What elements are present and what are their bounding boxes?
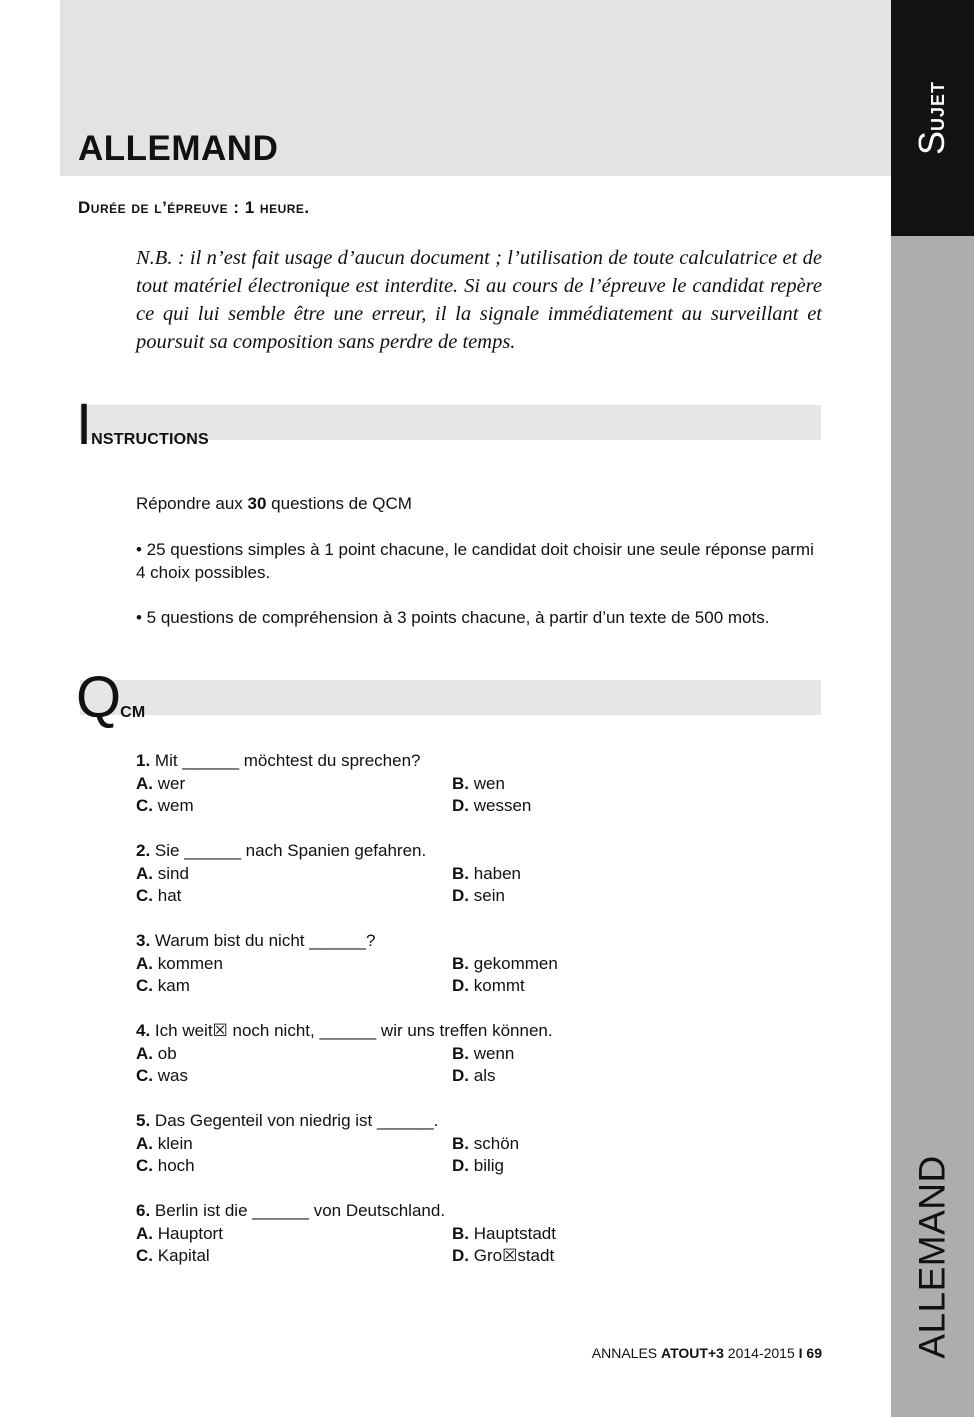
page-number: I 69 <box>798 1345 822 1361</box>
option-text: kommen <box>157 953 223 973</box>
option-c[interactable] <box>136 975 190 998</box>
answer-options <box>136 1133 776 1178</box>
question-text: Sie ______ nach Spanien gefahren. <box>154 841 427 860</box>
option-d[interactable] <box>452 795 531 818</box>
option-c[interactable] <box>136 1155 195 1178</box>
option-c[interactable] <box>136 1245 210 1268</box>
instructions-heading-initial: I <box>76 392 92 457</box>
option-label: B. <box>452 1133 469 1153</box>
question-text: Mit ______ möchtest du sprechen? <box>154 751 421 770</box>
instructions-bullet-comprehension: • 5 questions de compréhension à 3 points chacune, à partir d’un texte de 500 mots. <box>136 608 770 627</box>
instructions-bullet-simple: • 25 questions simples à 1 point chacune, le candidat doit choisir une seule réponse parmi 4 choix possibles. <box>136 540 814 582</box>
question-1 <box>136 750 776 818</box>
option-c[interactable] <box>136 885 181 908</box>
instructions-heading-rest: nstructions <box>91 423 209 449</box>
option-label: D. <box>452 976 469 995</box>
option-label: D. <box>452 1246 469 1265</box>
footer-years: 2014-2015 <box>723 1345 799 1361</box>
option-a[interactable] <box>136 1133 193 1156</box>
option-text: kam <box>157 976 190 995</box>
side-label-subject: ALLEMAND <box>911 1155 953 1359</box>
instructions-heading <box>76 392 209 457</box>
side-label-sujet <box>911 80 952 156</box>
page-footer <box>592 1345 822 1361</box>
question-number: 6. <box>136 1201 151 1220</box>
option-c[interactable] <box>136 1065 188 1088</box>
question-stem <box>136 1200 776 1223</box>
option-text: wessen <box>473 796 532 815</box>
question-stem <box>136 750 776 773</box>
option-text: sein <box>473 886 505 905</box>
question-text: Warum bist du nicht ______? <box>154 931 376 950</box>
option-text: was <box>157 1066 188 1085</box>
question-stem <box>136 1110 776 1133</box>
option-d[interactable] <box>452 1245 554 1268</box>
option-label: C. <box>136 1066 153 1085</box>
option-b[interactable] <box>452 953 558 976</box>
sujet-initial: S <box>911 131 952 156</box>
option-label: A. <box>136 863 153 883</box>
option-label: D. <box>452 796 469 815</box>
option-text: Kapital <box>157 1246 210 1265</box>
option-label: B. <box>452 863 469 883</box>
question-count: 30 <box>247 494 267 513</box>
option-label: A. <box>136 953 153 973</box>
option-a[interactable] <box>136 773 185 796</box>
qcm-heading-initial: Q <box>76 665 121 730</box>
option-label: D. <box>452 1156 469 1175</box>
question-number: 4. <box>136 1021 151 1040</box>
option-label: C. <box>136 1156 153 1175</box>
option-text: schön <box>473 1133 520 1153</box>
option-d[interactable] <box>452 975 525 998</box>
question-3 <box>136 930 776 998</box>
answer-options <box>136 953 776 998</box>
option-text: Hauptstadt <box>473 1223 556 1243</box>
option-label: A. <box>136 773 153 793</box>
option-c[interactable] <box>136 795 194 818</box>
option-text: wem <box>157 796 194 815</box>
option-b[interactable] <box>452 1223 556 1246</box>
option-label: C. <box>136 796 153 815</box>
page-title: ALLEMAND <box>78 129 279 168</box>
option-a[interactable] <box>136 1223 223 1246</box>
question-stem <box>136 840 776 863</box>
option-a[interactable] <box>136 953 223 976</box>
answer-options <box>136 1043 776 1088</box>
option-text: wenn <box>473 1043 515 1063</box>
option-text: gekommen <box>473 953 558 973</box>
question-text: Das Gegenteil von niedrig ist ______. <box>154 1111 439 1130</box>
option-text: wen <box>473 773 505 793</box>
question-stem <box>136 930 776 953</box>
sujet-rest: ujet <box>922 80 950 131</box>
option-b[interactable] <box>452 1043 514 1066</box>
option-b[interactable] <box>452 1133 519 1156</box>
exam-duration: Durée de l’épreuve : 1 heure. <box>78 198 310 217</box>
question-number: 1. <box>136 751 151 770</box>
option-label: A. <box>136 1133 153 1153</box>
question-number: 3. <box>136 931 151 950</box>
option-text: kommt <box>473 976 525 995</box>
question-stem <box>136 1020 776 1043</box>
option-d[interactable] <box>452 1155 504 1178</box>
option-text: hoch <box>157 1156 195 1175</box>
footer-brand: ATOUT+3 <box>661 1345 724 1361</box>
option-text: Gro☒stadt <box>473 1246 555 1265</box>
option-label: B. <box>452 1043 469 1063</box>
option-a[interactable] <box>136 1043 177 1066</box>
option-label: C. <box>136 976 153 995</box>
qcm-band <box>80 680 821 715</box>
question-2 <box>136 840 776 908</box>
question-6 <box>136 1200 776 1268</box>
qcm-heading-rest: cm <box>120 696 146 722</box>
intro-before: Répondre aux <box>136 494 248 513</box>
footer-prefix: ANNALES <box>591 1345 662 1361</box>
option-a[interactable] <box>136 863 189 886</box>
option-d[interactable] <box>452 1065 495 1088</box>
question-number: 5. <box>136 1111 151 1130</box>
option-text: haben <box>473 863 522 883</box>
option-b[interactable] <box>452 863 521 886</box>
option-text: Hauptort <box>157 1223 223 1243</box>
option-text: als <box>473 1066 496 1085</box>
question-4 <box>136 1020 776 1088</box>
question-text: Ich weit☒ noch nicht, ______ wir uns treffen können. <box>154 1021 553 1040</box>
option-label: B. <box>452 1223 469 1243</box>
option-text: klein <box>157 1133 193 1153</box>
intro-after: questions de QCM <box>266 494 412 513</box>
question-text: Berlin ist die ______ von Deutschland. <box>154 1201 446 1220</box>
option-text: bilig <box>473 1156 504 1175</box>
answer-options <box>136 1223 776 1268</box>
option-label: D. <box>452 886 469 905</box>
option-label: D. <box>452 1066 469 1085</box>
answer-options <box>136 863 776 908</box>
option-text: hat <box>157 886 182 905</box>
option-text: sind <box>157 863 189 883</box>
answer-options <box>136 773 776 818</box>
option-label: A. <box>136 1223 153 1243</box>
question-number: 2. <box>136 841 151 860</box>
qcm-heading <box>76 665 146 730</box>
option-text: ob <box>157 1043 177 1063</box>
exam-note: N.B. : il n’est fait usage d’aucun document ; l’utilisation de toute calculatrice et de tout matériel électronique est interdite. Si au cours de l’épreuve le candidat repère ce qui lui semble être une erreur, il la signale immédiatement au surveillant et poursuit sa composition sans perdre de temps. <box>136 247 822 353</box>
option-b[interactable] <box>452 773 505 796</box>
option-text: wer <box>157 773 186 793</box>
instructions-intro <box>136 492 826 515</box>
option-d[interactable] <box>452 885 505 908</box>
option-label: C. <box>136 1246 153 1265</box>
option-label: B. <box>452 773 469 793</box>
question-5 <box>136 1110 776 1178</box>
option-label: A. <box>136 1043 153 1063</box>
option-label: B. <box>452 953 469 973</box>
option-label: C. <box>136 886 153 905</box>
